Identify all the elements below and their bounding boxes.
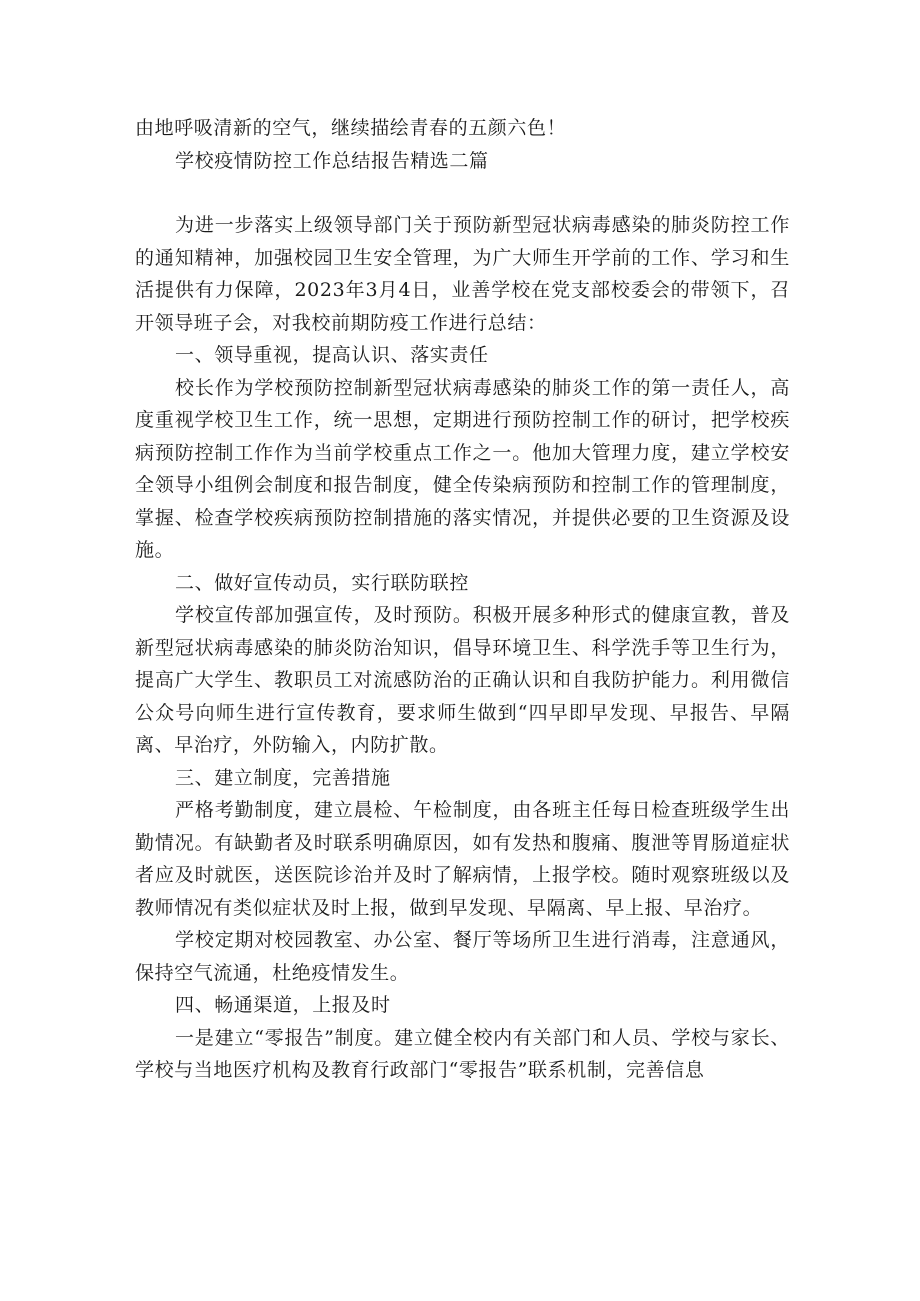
blank-line <box>135 177 790 209</box>
section-4-paragraph: 一是建立“零报告”制度。建立健全校内有关部门和人员、学校与家长、学校与当地医疗机构及教育行政部门“零报告”联系机制，完善信息 <box>135 1026 790 1081</box>
document-body <box>135 112 790 1087</box>
section-2-paragraph: 学校宣传部加强宣传，及时预防。积极开展多种形式的健康宣教，普及新型冠状病毒感染的肺炎防治知识，倡导环境卫生、科学洗手等卫生行为，提高广大学生、教职员工对流感防治的正确认识和自我防护能力。利用微信公众号向师生进行宣传教育，要求师生做到“四早即早发现、早报告、早隔离、早治疗，外防输入，内防扩散。 <box>135 604 790 756</box>
section-heading-1: 一、领导重视，提高认识、落实责任 <box>175 344 489 366</box>
continuation-line: 由地呼吸清新的空气，继续描绘青春的五颜六色！ <box>135 117 567 139</box>
intro-paragraph: 为进一步落实上级领导部门关于预防新型冠状病毒感染的肺炎防控工作的通知精神，加强校园卫生安全管理，为广大师生开学前的工作、学习和生活提供有力保障，2023年3月4日，业善学校在党支部校委会的带领下，召开领导班子会，对我校前期防疫工作进行总结： <box>135 214 790 334</box>
section-heading-4: 四、畅通渠道，上报及时 <box>175 994 391 1016</box>
section-3-paragraph-1: 严格考勤制度，建立晨检、午检制度，由各班主任每日检查班级学生出勤情况。有缺勤者及时联系明确原因，如有发热和腹痛、腹泄等胃肠道症状者应及时就医，送医院诊治并及时了解病情，上报学校。随时观察班级以及教师情况有类似症状及时上报，做到早发现、早隔离、早上报、早治疗。 <box>135 799 790 919</box>
section-1-paragraph: 校长作为学校预防控制新型冠状病毒感染的肺炎工作的第一责任人，高度重视学校卫生工作，统一思想，定期进行预防控制工作的研讨，把学校疾病预防控制工作作为当前学校重点工作之一。他加大管理力度，建立学校安全领导小组例会制度和报告制度，健全传染病预防和控制工作的管理制度，掌握、检查学校疾病预防控制措施的落实情况，并提供必要的卫生资源及设施。 <box>135 376 790 561</box>
section-heading-3: 三、建立制度，完善措施 <box>175 766 391 789</box>
document-title: 学校疫情防控工作总结报告精选二篇 <box>175 149 489 172</box>
section-3-paragraph-2: 学校定期对校园教室、办公室、餐厅等场所卫生进行消毒，注意通风，保持空气流通，杜绝疫情发生。 <box>135 929 790 984</box>
section-heading-2: 二、做好宣传动员，实行联防联控 <box>175 571 470 594</box>
